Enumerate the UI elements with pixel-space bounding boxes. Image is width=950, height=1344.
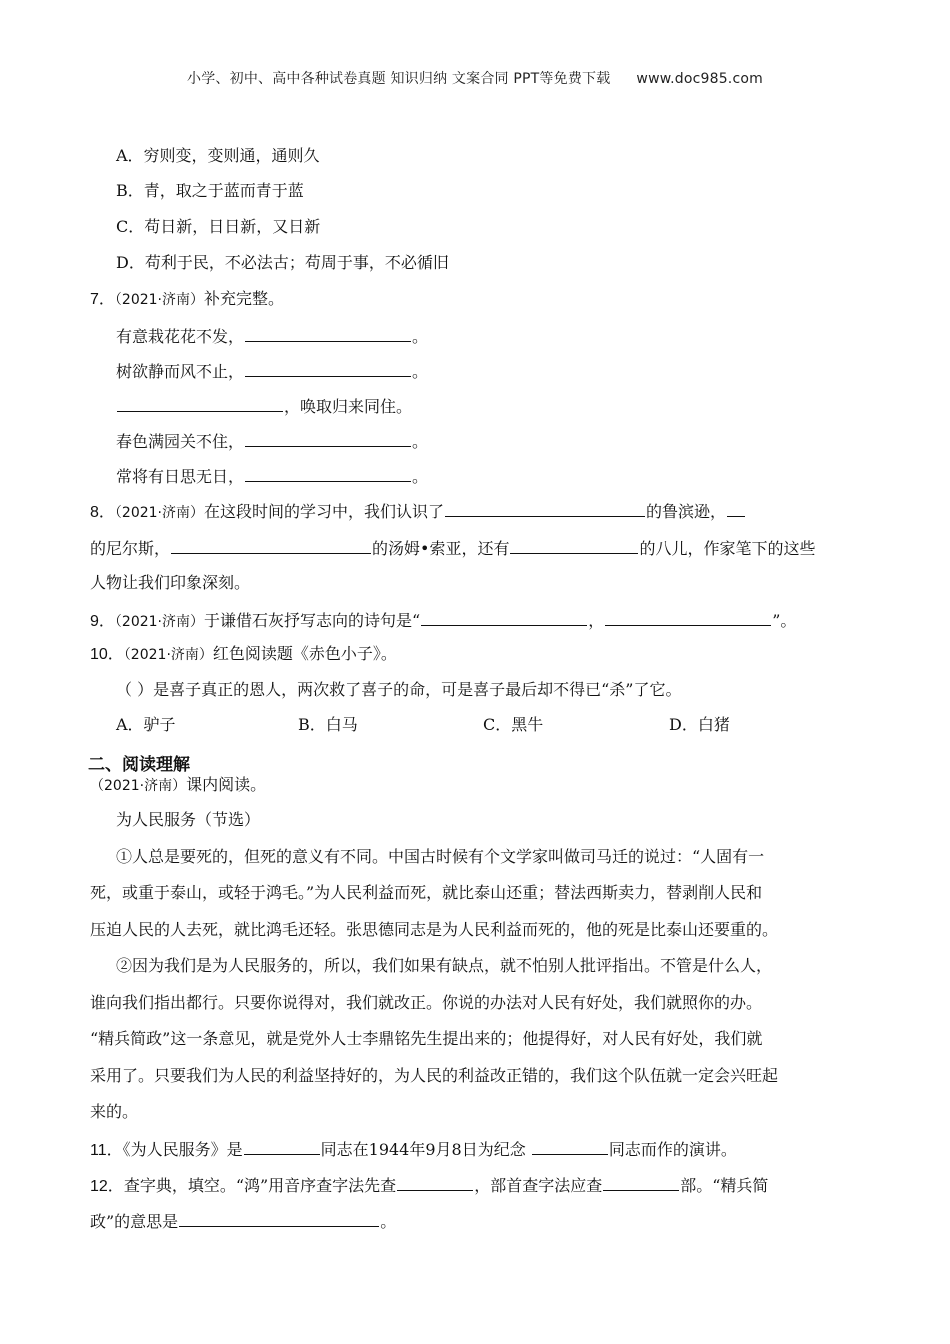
- q6-option-a: A．穷则变，变则通，通则久: [116, 146, 320, 165]
- q7-line-3: ，唤取归来同住。: [116, 397, 412, 415]
- passage-line: “精兵简政”这一条意见，就是党外人士李鼎铭先生提出来的；他提得好，对人民有好处，我们就: [90, 1029, 763, 1048]
- passage-line: 谁向我们指出都行。只要你说得对，我们就改正。你说的办法对人民有好处，我们就照你的办。: [90, 993, 763, 1012]
- q12-line-1: 12．查字典，填空。“鸿”用音序查字法先查 ，部首查字法应查 部。“精兵简: [90, 1176, 769, 1195]
- answer-blank[interactable]: [445, 502, 645, 517]
- page-header: [0, 68, 950, 88]
- answer-blank[interactable]: [244, 1140, 320, 1155]
- answer-blank[interactable]: [605, 611, 771, 626]
- passage-line: ①人总是要死的，但死的意义有不同。中国古时候有个文学家叫做司马迁的说过：“人固有一: [116, 847, 765, 866]
- answer-blank[interactable]: [171, 539, 371, 554]
- answer-blank[interactable]: [510, 539, 638, 554]
- q10-question: （ ）是喜子真正的恩人，两次救了喜子的命，可是喜子最后却不得已“杀”了它。: [116, 680, 682, 699]
- q12-line-2: 政”的意思是 。: [90, 1212, 397, 1231]
- q6-option-d: D．苟利于民，不必法古；苟周于事，不必循旧: [116, 253, 449, 272]
- answer-blank[interactable]: [727, 502, 745, 517]
- passage-line: 来的。: [90, 1102, 139, 1121]
- answer-blank[interactable]: [532, 1140, 608, 1155]
- answer-blank[interactable]: [421, 611, 587, 626]
- q6-option-c: C．苟日新，日日新，又日新: [116, 217, 321, 236]
- answer-blank[interactable]: [397, 1176, 473, 1191]
- q7-line-4: 春色满园关不住， 。: [116, 432, 429, 451]
- q8-line-1: 8．（2021·济南）在这段时间的学习中，我们认识了 的鲁滨逊，: [90, 502, 746, 521]
- q7-line-2: 树欲静而风不止， 。: [116, 362, 429, 381]
- passage-line: 死，或重于泰山，或轻于鸿毛。”为人民利益而死，就比泰山还重；替法西斯卖力，替剥削人民和: [90, 883, 763, 902]
- passage-title: 为人民服务（节选）: [116, 810, 261, 829]
- q7-line-5: 常将有日思无日， 。: [116, 467, 429, 486]
- q10-option-d: D．白猪: [669, 715, 730, 734]
- q7-line-1: 有意栽花花不发， 。: [116, 327, 429, 346]
- q10-option-c: C．黑牛: [483, 715, 544, 734]
- q10-stem: 10．（2021·济南）红色阅读题《赤色小子》。: [90, 644, 397, 663]
- answer-blank[interactable]: [245, 467, 411, 482]
- q10-option-a: A．驴子: [116, 715, 176, 734]
- answer-blank[interactable]: [179, 1212, 379, 1227]
- q9-line: 9．（2021·济南）于谦借石灰抒写志向的诗句是“ ， ”。: [90, 611, 797, 630]
- answer-blank[interactable]: [245, 362, 411, 377]
- passage-line: ②因为我们是为人民服务的，所以，我们如果有缺点，就不怕别人批评指出。不管是什么人，: [116, 956, 773, 975]
- section-intro: （2021·济南）课内阅读。: [90, 775, 267, 794]
- passage-line: 压迫人民的人去死，就比鸿毛还轻。张思德同志是为人民利益而死的，他的死是比泰山还要重的。: [90, 920, 779, 939]
- header-text: 小学、初中、高中各种试卷真题 知识归纳 文案合同 PPT等免费下载: [187, 71, 611, 87]
- q8-line-2: 的尼尔斯， 的汤姆•索亚，还有 的八儿，作家笔下的这些: [90, 539, 816, 558]
- q6-option-b: B．青，取之于蓝而青于蓝: [116, 181, 304, 200]
- answer-blank[interactable]: [245, 327, 411, 342]
- answer-blank[interactable]: [117, 397, 283, 412]
- q8-line-3: 人物让我们印象深刻。: [90, 573, 251, 592]
- header-site: www.doc985.com: [636, 71, 763, 87]
- answer-blank[interactable]: [603, 1176, 679, 1191]
- passage-line: 采用了。只要我们为人民的利益坚持好的，为人民的利益改正错的，我们这个队伍就一定会兴旺起: [90, 1066, 779, 1085]
- q10-option-b: B．白马: [298, 715, 358, 734]
- answer-blank[interactable]: [245, 432, 411, 447]
- section-title: 二、阅读理解: [88, 755, 190, 775]
- q11-line: 11．《为人民服务》是 同志在1944年9月8日为纪念 同志而作的演讲。: [90, 1140, 737, 1159]
- q7-stem: 7．（2021·济南）补充完整。: [90, 289, 285, 308]
